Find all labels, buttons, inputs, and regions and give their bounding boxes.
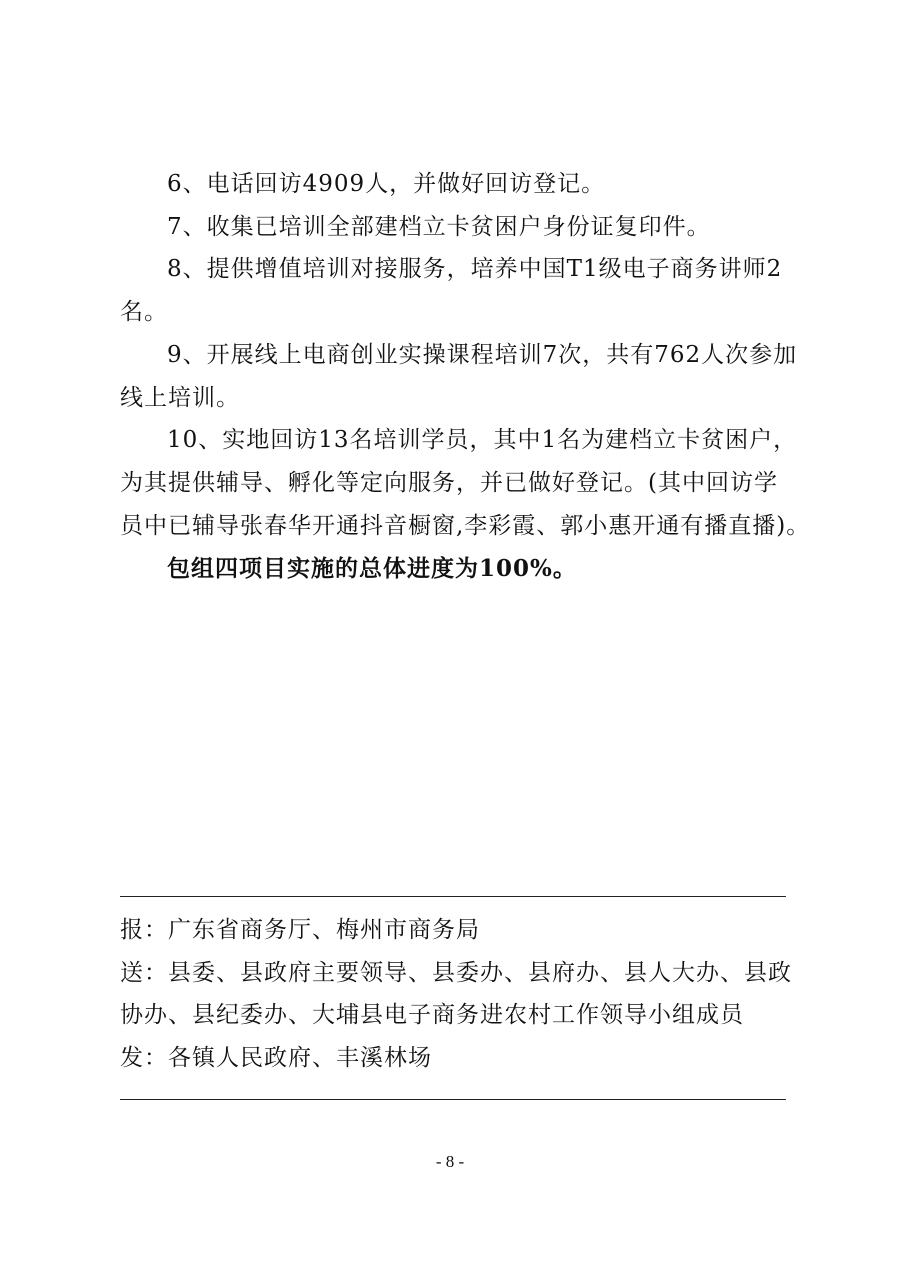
- item-8-continuation: 名。: [120, 299, 168, 325]
- send-recipients-line-1: 送：县委、县政府主要领导、县委办、县府办、县人大办、县政: [120, 960, 792, 986]
- item-10-continuation-2: 员中已辅导张春华开通抖音橱窗,李彩霞、郭小惠开通有播直播)。: [120, 513, 811, 539]
- item-9-line: 9、开展线上电商创业实操课程培训7次，共有762人次参加: [167, 342, 798, 368]
- item-9-continuation: 线上培训。: [120, 385, 240, 411]
- page-number: - 8 -: [435, 1152, 465, 1171]
- report-recipients: 报：广东省商务厅、梅州市商务局: [120, 917, 480, 943]
- send-recipients-line-2: 协办、县纪委办、大埔县电子商务进农村工作领导小组成员: [120, 1002, 744, 1028]
- item-10-continuation-1: 为其提供辅导、孵化等定向服务，并已做好登记。(其中回访学: [120, 470, 778, 496]
- item-7-line: 7、收集已培训全部建档立卡贫困户身份证复印件。: [167, 214, 711, 240]
- summary-line: 包组四项目实施的总体进度为100%。: [167, 555, 577, 582]
- item-6-line: 6、电话回访4909人，并做好回访登记。: [167, 171, 606, 197]
- issue-recipients: 发：各镇人民政府、丰溪林场: [120, 1045, 432, 1071]
- top-divider: [120, 896, 786, 897]
- item-10-line: 10、实地回访13名培训学员，其中1名为建档立卡贫困户，: [167, 427, 798, 453]
- bottom-divider: [120, 1099, 786, 1100]
- item-8-line: 8、提供增值培训对接服务，培养中国T1级电子商务讲师2: [167, 256, 783, 282]
